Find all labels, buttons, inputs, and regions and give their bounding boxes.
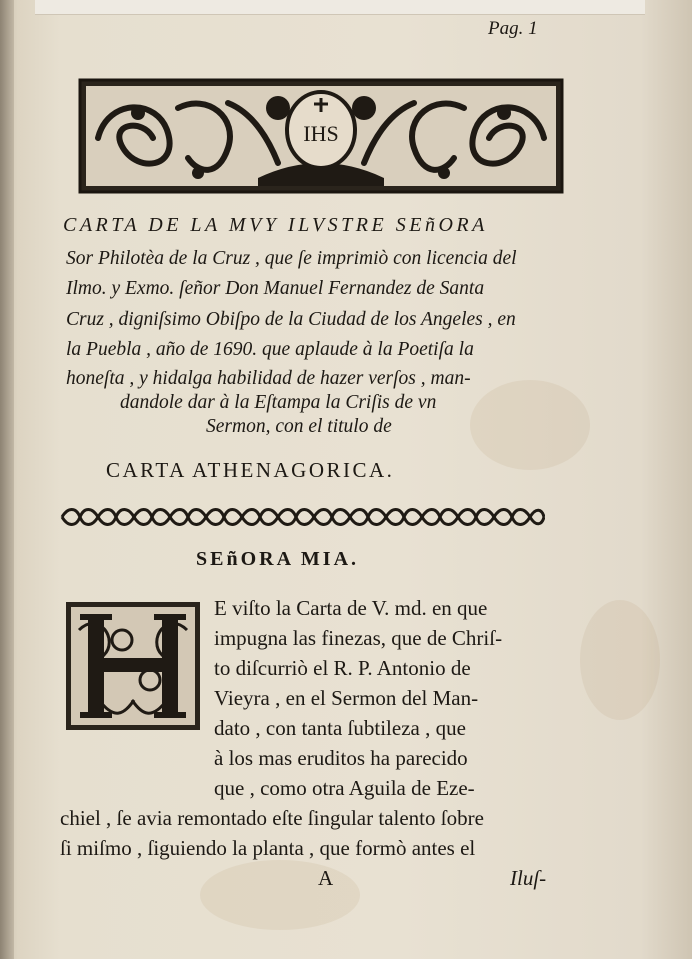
title-line-3: Ilmo. y Exmo. ſeñor Don Manuel Fernandez de Santa xyxy=(66,278,485,299)
foxing-stain xyxy=(470,380,590,470)
paragraph-line-3: to diſcurriò el R. P. Antonio de xyxy=(214,656,471,680)
title-line-5: la Puebla , año de 1690. que aplaude à la Poetiſa la xyxy=(66,339,474,360)
paragraph-line-8: chiel , ſe avia remontado eſte ſingular talento ſobre xyxy=(60,806,484,830)
drop-cap-woodcut xyxy=(64,600,202,732)
salutation: SEñORA MIA. xyxy=(196,548,360,570)
foxing-stain xyxy=(580,600,660,720)
drop-cap-letter: H xyxy=(64,600,65,601)
paragraph-line-9: ſi miſmo , ſiguiendo la planta , que formò antes el xyxy=(60,836,476,860)
paragraph-line-2: impugna las finezas, que de Chriſ- xyxy=(214,626,503,650)
title-line-1: CARTA DE LA MVY ILVSTRE SEñORA xyxy=(63,214,488,236)
paragraph-line-5: dato , con tanta ſubtileza , que xyxy=(214,716,466,740)
paragraph-line-7: que , como otra Aguila de Eze- xyxy=(214,776,475,800)
title-line-6: honeſta , y hidalga habilidad de hazer verſos , man- xyxy=(66,368,471,389)
catchword: Iluſ- xyxy=(510,866,547,890)
paragraph-line-4: Vieyra , en el Sermon del Man- xyxy=(214,686,479,710)
ihs-monogram: IHS xyxy=(303,121,339,146)
paragraph-line-6: à los mas eruditos ha parecido xyxy=(214,746,468,770)
woodcut-headband-ornament xyxy=(78,78,564,194)
title-line-8: Sermon, con el titulo de xyxy=(206,416,392,437)
book-gutter xyxy=(0,0,14,959)
paragraph-line-1: E viſto la Carta de V. md. en que xyxy=(214,596,488,620)
title-line-2: Sor Philotèa de la Cruz , que ſe imprimiò con licencia del xyxy=(66,248,517,269)
typographic-ornament-row xyxy=(60,505,545,529)
page-number: Pag. 1 xyxy=(488,18,538,39)
subject-title: CARTA ATHENAGORICA. xyxy=(106,458,395,482)
signature-mark: A xyxy=(318,866,334,890)
title-line-7: dandole dar à la Eſtampa la Criſis de vn xyxy=(120,392,437,413)
foxing-stain xyxy=(200,860,360,930)
paper-tab xyxy=(35,0,645,15)
title-line-4: Cruz , digniſsimo Obiſpo de la Ciudad de los Angeles , en xyxy=(66,309,516,330)
